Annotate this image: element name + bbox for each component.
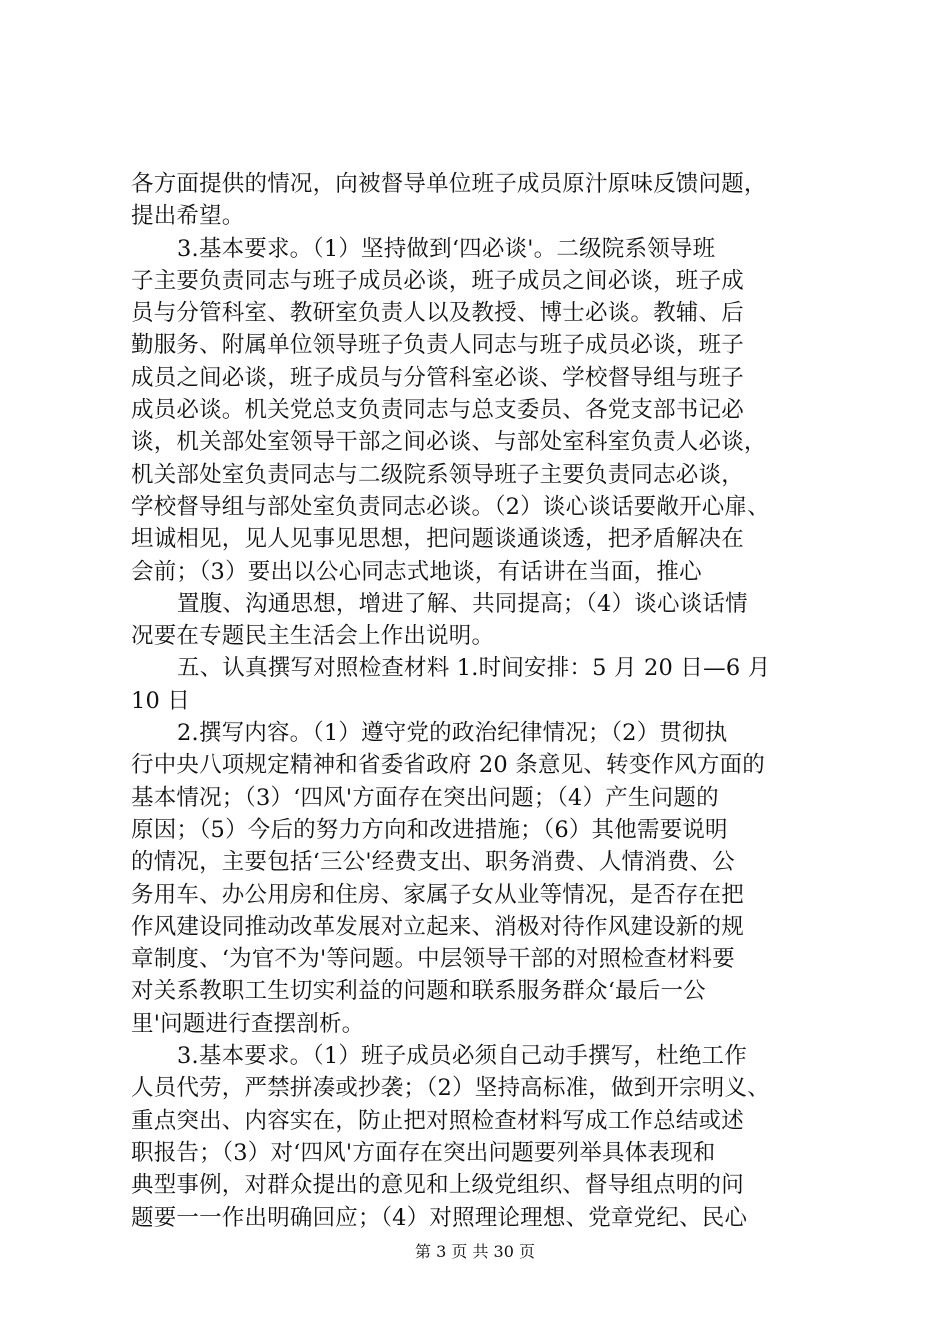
- text-line: 成员必谈。机关党总支负责同志与总支委员、各党支部书记必: [131, 397, 744, 424]
- text-line: 置腹、沟通思想，增进了解、共同提高；（4）谈心谈话情: [177, 590, 748, 617]
- text-line: 3.基本要求。（1）坚持做到‘四必谈'。二级院系领导班: [177, 235, 716, 262]
- text-line: 子主要负责同志与班子成员必谈，班子成员之间必谈，班子成: [131, 267, 744, 294]
- text-line: 原因；（5）今后的努力方向和改进措施；（6）其他需要说明: [131, 816, 728, 843]
- text-line: 典型事例，对群众提出的意见和上级党组织、督导组点明的问: [131, 1172, 744, 1199]
- text-line: 成员之间必谈，班子成员与分管科室必谈、学校督导组与班子: [131, 364, 744, 391]
- text-line: 题要一一作出明确回应；（4）对照理论理想、党章党纪、民心: [131, 1204, 748, 1231]
- text-line: 况要在专题民主生活会上作出说明。: [131, 623, 495, 650]
- text-line: 行中央八项规定精神和省委省政府 20 条意见、转变作风方面的: [131, 752, 765, 779]
- text-line: 人员代劳，严禁拼凑或抄袭；（2）坚持高标准，做到开宗明义、: [131, 1075, 770, 1102]
- text-line: 3.基本要求。（1）班子成员必须自己动手撰写，杜绝工作: [177, 1043, 747, 1070]
- text-line: 职报告；（3）对‘四风'方面存在突出问题要列举具体表现和: [131, 1139, 716, 1166]
- text-line: 里'问题进行查摆剖析。: [131, 1010, 365, 1037]
- text-line: 务用车、办公用房和住房、家属子女从业等情况，是否存在把: [131, 881, 744, 908]
- page-footer: 第 3 页 共 30 页: [415, 1242, 535, 1261]
- text-line: 坦诚相见，见人见事见思想，把问题谈通谈透，把矛盾解决在: [131, 526, 744, 553]
- text-line: 的情况，主要包括‘三公'经费支出、职务消费、人情消费、公: [131, 849, 735, 876]
- text-line: 学校督导组与部处室负责同志必谈。（2）谈心谈话要敞开心扉、: [131, 493, 770, 520]
- text-line: 会前；（3）要出以公心同志式地谈，有话讲在当面，推心: [131, 558, 702, 585]
- text-line: 机关部处室负责同志与二级院系领导班子主要负责同志必谈，: [131, 461, 744, 488]
- text-line: 谈，机关部处室领导干部之间必谈、与部处室科室负责人必谈，: [131, 429, 767, 456]
- text-line: 各方面提供的情况，向被督导单位班子成员原汁原味反馈问题，: [131, 171, 767, 197]
- text-line: 作风建设同推动改革发展对立起来、消极对待作风建设新的规: [131, 913, 744, 940]
- text-line: 10 日: [131, 687, 191, 714]
- text-line: 勤服务、附属单位领导班子负责人同志与班子成员必谈，班子: [131, 332, 744, 359]
- text-line: 对关系教职工生切实利益的问题和联系服务群众‘最后一公: [131, 978, 706, 1005]
- text-line: 章制度、‘为官不为'等问题。中层领导干部的对照检查材料要: [131, 946, 735, 973]
- text-line: 五、认真撰写对照检查材料 1.时间安排：5 月 20 日—6 月: [177, 655, 771, 682]
- text-line: 2.撰写内容。（1）遵守党的政治纪律情况；（2）贯彻执: [177, 720, 728, 747]
- text-line: 重点突出、内容实在，防止把对照检查材料写成工作总结或述: [131, 1107, 744, 1134]
- text-line: 员与分管科室、教研室负责人以及教授、博士必谈。教辅、后: [131, 300, 744, 327]
- text-line: 基本情况；（3）‘四风'方面存在突出问题；（4）产生问题的: [131, 784, 719, 811]
- text-line: 提出希望。: [131, 203, 245, 230]
- body-text: [131, 168, 831, 1234]
